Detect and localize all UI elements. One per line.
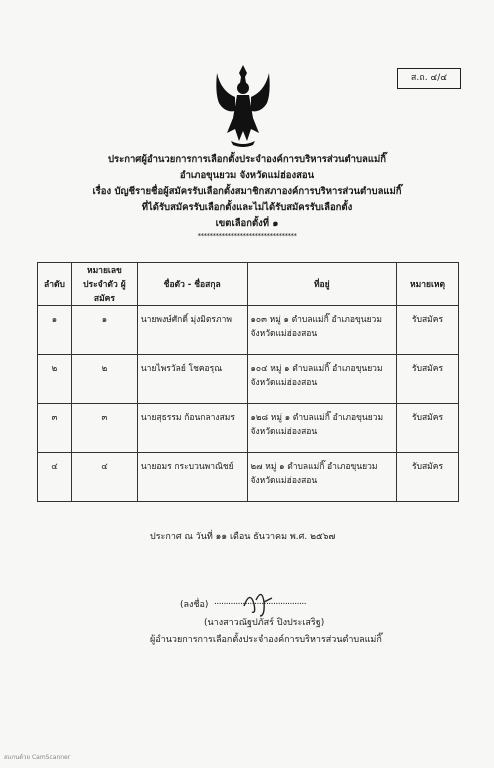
address-line-2: จังหวัดแม่ฮ่องสอน bbox=[250, 329, 318, 339]
cell-candidate-number: ๑ bbox=[71, 306, 137, 355]
cell-candidate-number: ๒ bbox=[71, 355, 137, 404]
cell-remark: รับสมัคร bbox=[397, 404, 459, 453]
announcement-date: ประกาศ ณ วันที่ ๑๑ เดือน ธันวาคม พ.ศ. ๒๕๖๗ bbox=[150, 532, 336, 542]
header-asterisks: ********************************* bbox=[197, 232, 297, 240]
signature-label: (ลงชื่อ) bbox=[180, 600, 209, 610]
cell-address bbox=[247, 306, 397, 355]
cell-remark: รับสมัคร bbox=[397, 355, 459, 404]
table-row bbox=[38, 306, 459, 355]
address-line-2: จังหวัดแม่ฮ่องสอน bbox=[250, 427, 318, 437]
address-line-1: ๑๒๘ หมู่ ๑ ตำบลแม่กิ๊ อำเภอขุนยวม bbox=[250, 413, 384, 423]
cell-order: ๒ bbox=[38, 355, 72, 404]
table-row bbox=[38, 355, 459, 404]
table-row bbox=[38, 404, 459, 453]
cell-candidate-number: ๔ bbox=[71, 453, 137, 502]
cell-address bbox=[247, 453, 397, 502]
address-line-2: จังหวัดแม่ฮ่องสอน bbox=[250, 476, 318, 486]
col-header-remark: หมายเหตุ bbox=[397, 263, 459, 306]
header-line-2: อำเภอขุนยวม จังหวัดแม่ฮ่องสอน bbox=[179, 170, 315, 181]
col-header-address: ที่อยู่ bbox=[247, 263, 397, 306]
header-line-subject: เรื่อง บัญชีรายชื่อผู้สมัครรับเลือกตั้งสมาชิกสภาองค์การบริหารส่วนตำบลแม่กิ๊ bbox=[92, 186, 402, 197]
garuda-emblem-icon bbox=[213, 63, 273, 148]
form-code-box: ส.ถ. ๔/๔ bbox=[397, 68, 461, 89]
col-header-candidate-number: หมายเลขประจำตัว ผู้สมัคร bbox=[71, 263, 137, 306]
cell-name: นายอมร กระบวนพาณิชย์ bbox=[137, 453, 247, 502]
cell-name: นายพงษ์ศักดิ์ มุ่งมิตรภาพ bbox=[137, 306, 247, 355]
cell-address bbox=[247, 404, 397, 453]
scanner-stamp: สแกนด้วย CamScanner bbox=[4, 754, 71, 761]
cell-candidate-number: ๓ bbox=[71, 404, 137, 453]
candidate-table bbox=[37, 262, 459, 502]
cell-address bbox=[247, 355, 397, 404]
cell-remark: รับสมัคร bbox=[397, 453, 459, 502]
handwritten-signature-icon bbox=[238, 586, 278, 618]
col-header-name: ชื่อตัว - ชื่อสกุล bbox=[137, 263, 247, 306]
header-line-1: ประกาศผู้อำนวยการการเลือกตั้งประจำองค์การบริหารส่วนตำบลแม่กิ๊ bbox=[107, 154, 387, 165]
signer-title: ผู้อำนวยการการเลือกตั้งประจำองค์การบริหารส่วนตำบลแม่กิ๊ bbox=[150, 635, 382, 645]
cell-order: ๑ bbox=[38, 306, 72, 355]
address-line-1: ๑๐๓ หมู่ ๑ ตำบลแม่กิ๊ อำเภอขุนยวม bbox=[250, 315, 382, 325]
address-line-1: ๑๐๔ หมู่ ๑ ตำบลแม่กิ๊ อำเภอขุนยวม bbox=[250, 364, 383, 374]
table-row bbox=[38, 453, 459, 502]
table-header-row bbox=[38, 263, 459, 306]
signer-name: (นางสาวณัฐปภัสร์ ปิงประเสริฐ) bbox=[204, 618, 325, 628]
cell-name: นายสุธรรม ก้อนกลางสมร bbox=[137, 404, 247, 453]
address-line-1: ๒๗ หมู่ ๑ ตำบลแม่กิ๊ อำเภอขุนยวม bbox=[250, 462, 378, 472]
cell-order: ๔ bbox=[38, 453, 72, 502]
address-line-2: จังหวัดแม่ฮ่องสอน bbox=[250, 378, 318, 388]
cell-remark: รับสมัคร bbox=[397, 306, 459, 355]
header-line-4: ที่ได้รับสมัครรับเลือกตั้งและไม่ได้รับสมัครรับเลือกตั้ง bbox=[141, 202, 353, 213]
signature-line: ....................................... bbox=[214, 597, 307, 607]
cell-order: ๓ bbox=[38, 404, 72, 453]
cell-name: นายไพรวัลย์ โชคอรุณ bbox=[137, 355, 247, 404]
col-header-order: ลำดับ bbox=[38, 263, 72, 306]
header-line-district: เขตเลือกตั้งที่ ๑ bbox=[215, 218, 279, 229]
